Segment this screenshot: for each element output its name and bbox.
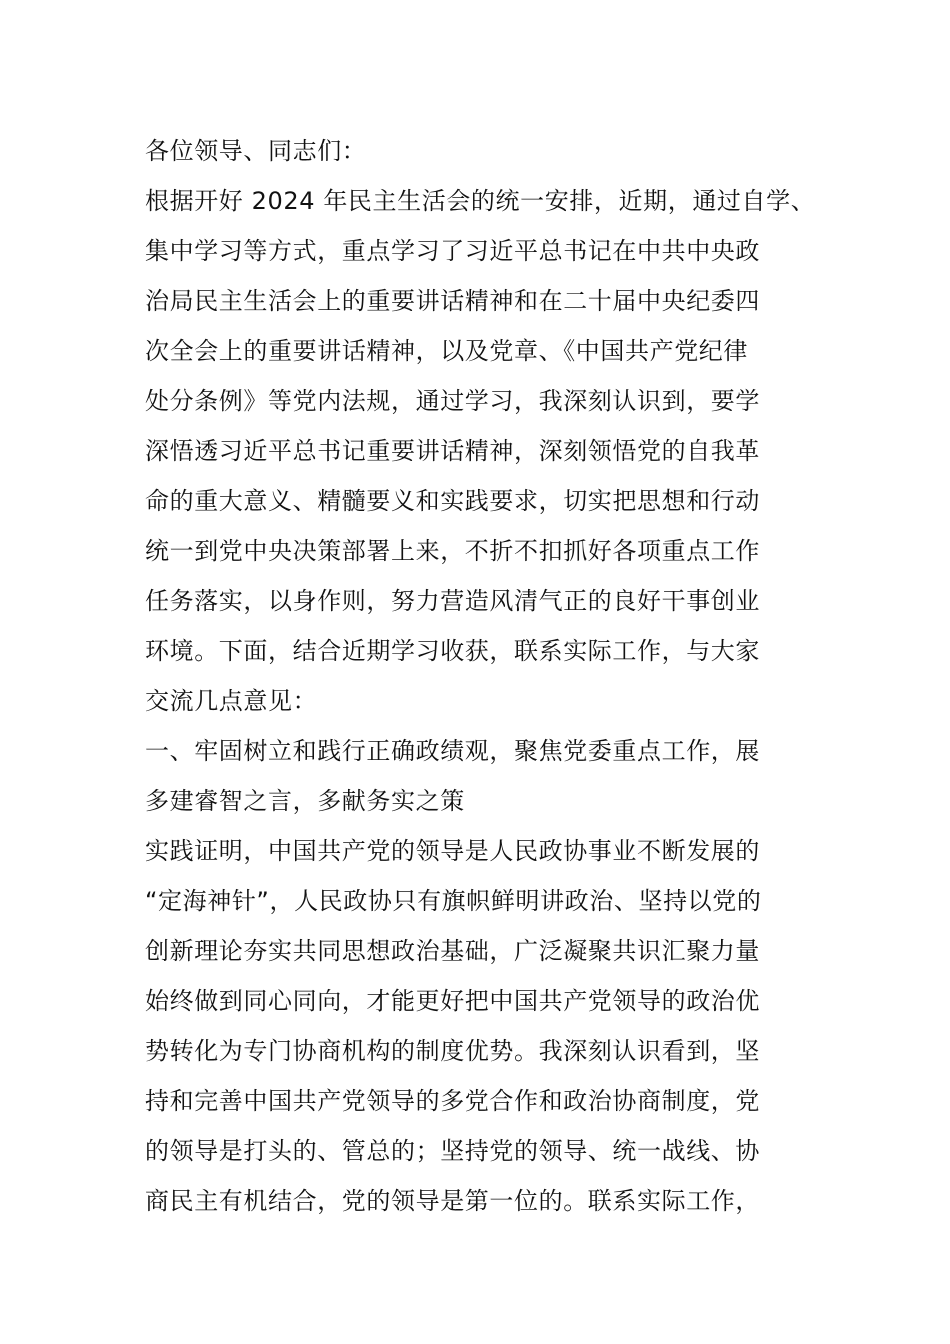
- paragraph-line: 实践证明，中国共产党的领导是人民政协事业不断发展的: [145, 837, 760, 865]
- section-heading-line: 一、牢固树立和践行正确政绩观，聚焦党委重点工作，展: [145, 737, 760, 765]
- paragraph-line: 创新理论夯实共同思想政治基础，广泛凝聚共识汇聚力量: [145, 937, 760, 965]
- paragraph-line: 势转化为专门协商机构的制度优势。我深刻认识看到，坚: [145, 1037, 760, 1065]
- paragraph-line: 环境。下面，结合近期学习收获，联系实际工作，与大家: [145, 637, 760, 665]
- paragraph-line: 治局民主生活会上的重要讲话精神和在二十届中央纪委四: [145, 287, 760, 315]
- paragraph-line: 处分条例》等党内法规，通过学习，我深刻认识到，要学: [145, 387, 760, 415]
- paragraph-line: 的领导是打头的、管总的；坚持党的领导、统一战线、协: [145, 1137, 760, 1165]
- paragraph-line: 集中学习等方式，重点学习了习近平总书记在中共中央政: [145, 237, 760, 265]
- paragraph-line: 商民主有机结合，党的领导是第一位的。联系实际工作，: [145, 1187, 760, 1215]
- salutation: 各位领导、同志们：: [145, 137, 367, 165]
- paragraph-line: “定海神针”，人民政协只有旗帜鲜明讲政治、坚持以党的: [145, 887, 762, 915]
- document-body: [145, 126, 845, 1226]
- paragraph-line: 根据开好 2024 年民主生活会的统一安排，近期，通过自学、: [145, 187, 816, 215]
- paragraph-line: 始终做到同心同向，才能更好把中国共产党领导的政治优: [145, 987, 760, 1015]
- paragraph-line: 统一到党中央决策部署上来，不折不扣抓好各项重点工作: [145, 537, 760, 565]
- paragraph-line: 持和完善中国共产党领导的多党合作和政治协商制度，党: [145, 1087, 760, 1115]
- paragraph-line: 次全会上的重要讲话精神，以及党章、《中国共产党纪律: [145, 337, 748, 365]
- section-heading-line: 多建睿智之言，多献务实之策: [145, 787, 465, 815]
- paragraph-line: 交流几点意见：: [145, 687, 318, 715]
- paragraph-line: 任务落实，以身作则，努力营造风清气正的良好干事创业: [145, 587, 760, 615]
- paragraph-line: 深悟透习近平总书记重要讲话精神，深刻领悟党的自我革: [145, 437, 760, 465]
- paragraph-line: 命的重大意义、精髓要义和实践要求，切实把思想和行动: [145, 487, 760, 515]
